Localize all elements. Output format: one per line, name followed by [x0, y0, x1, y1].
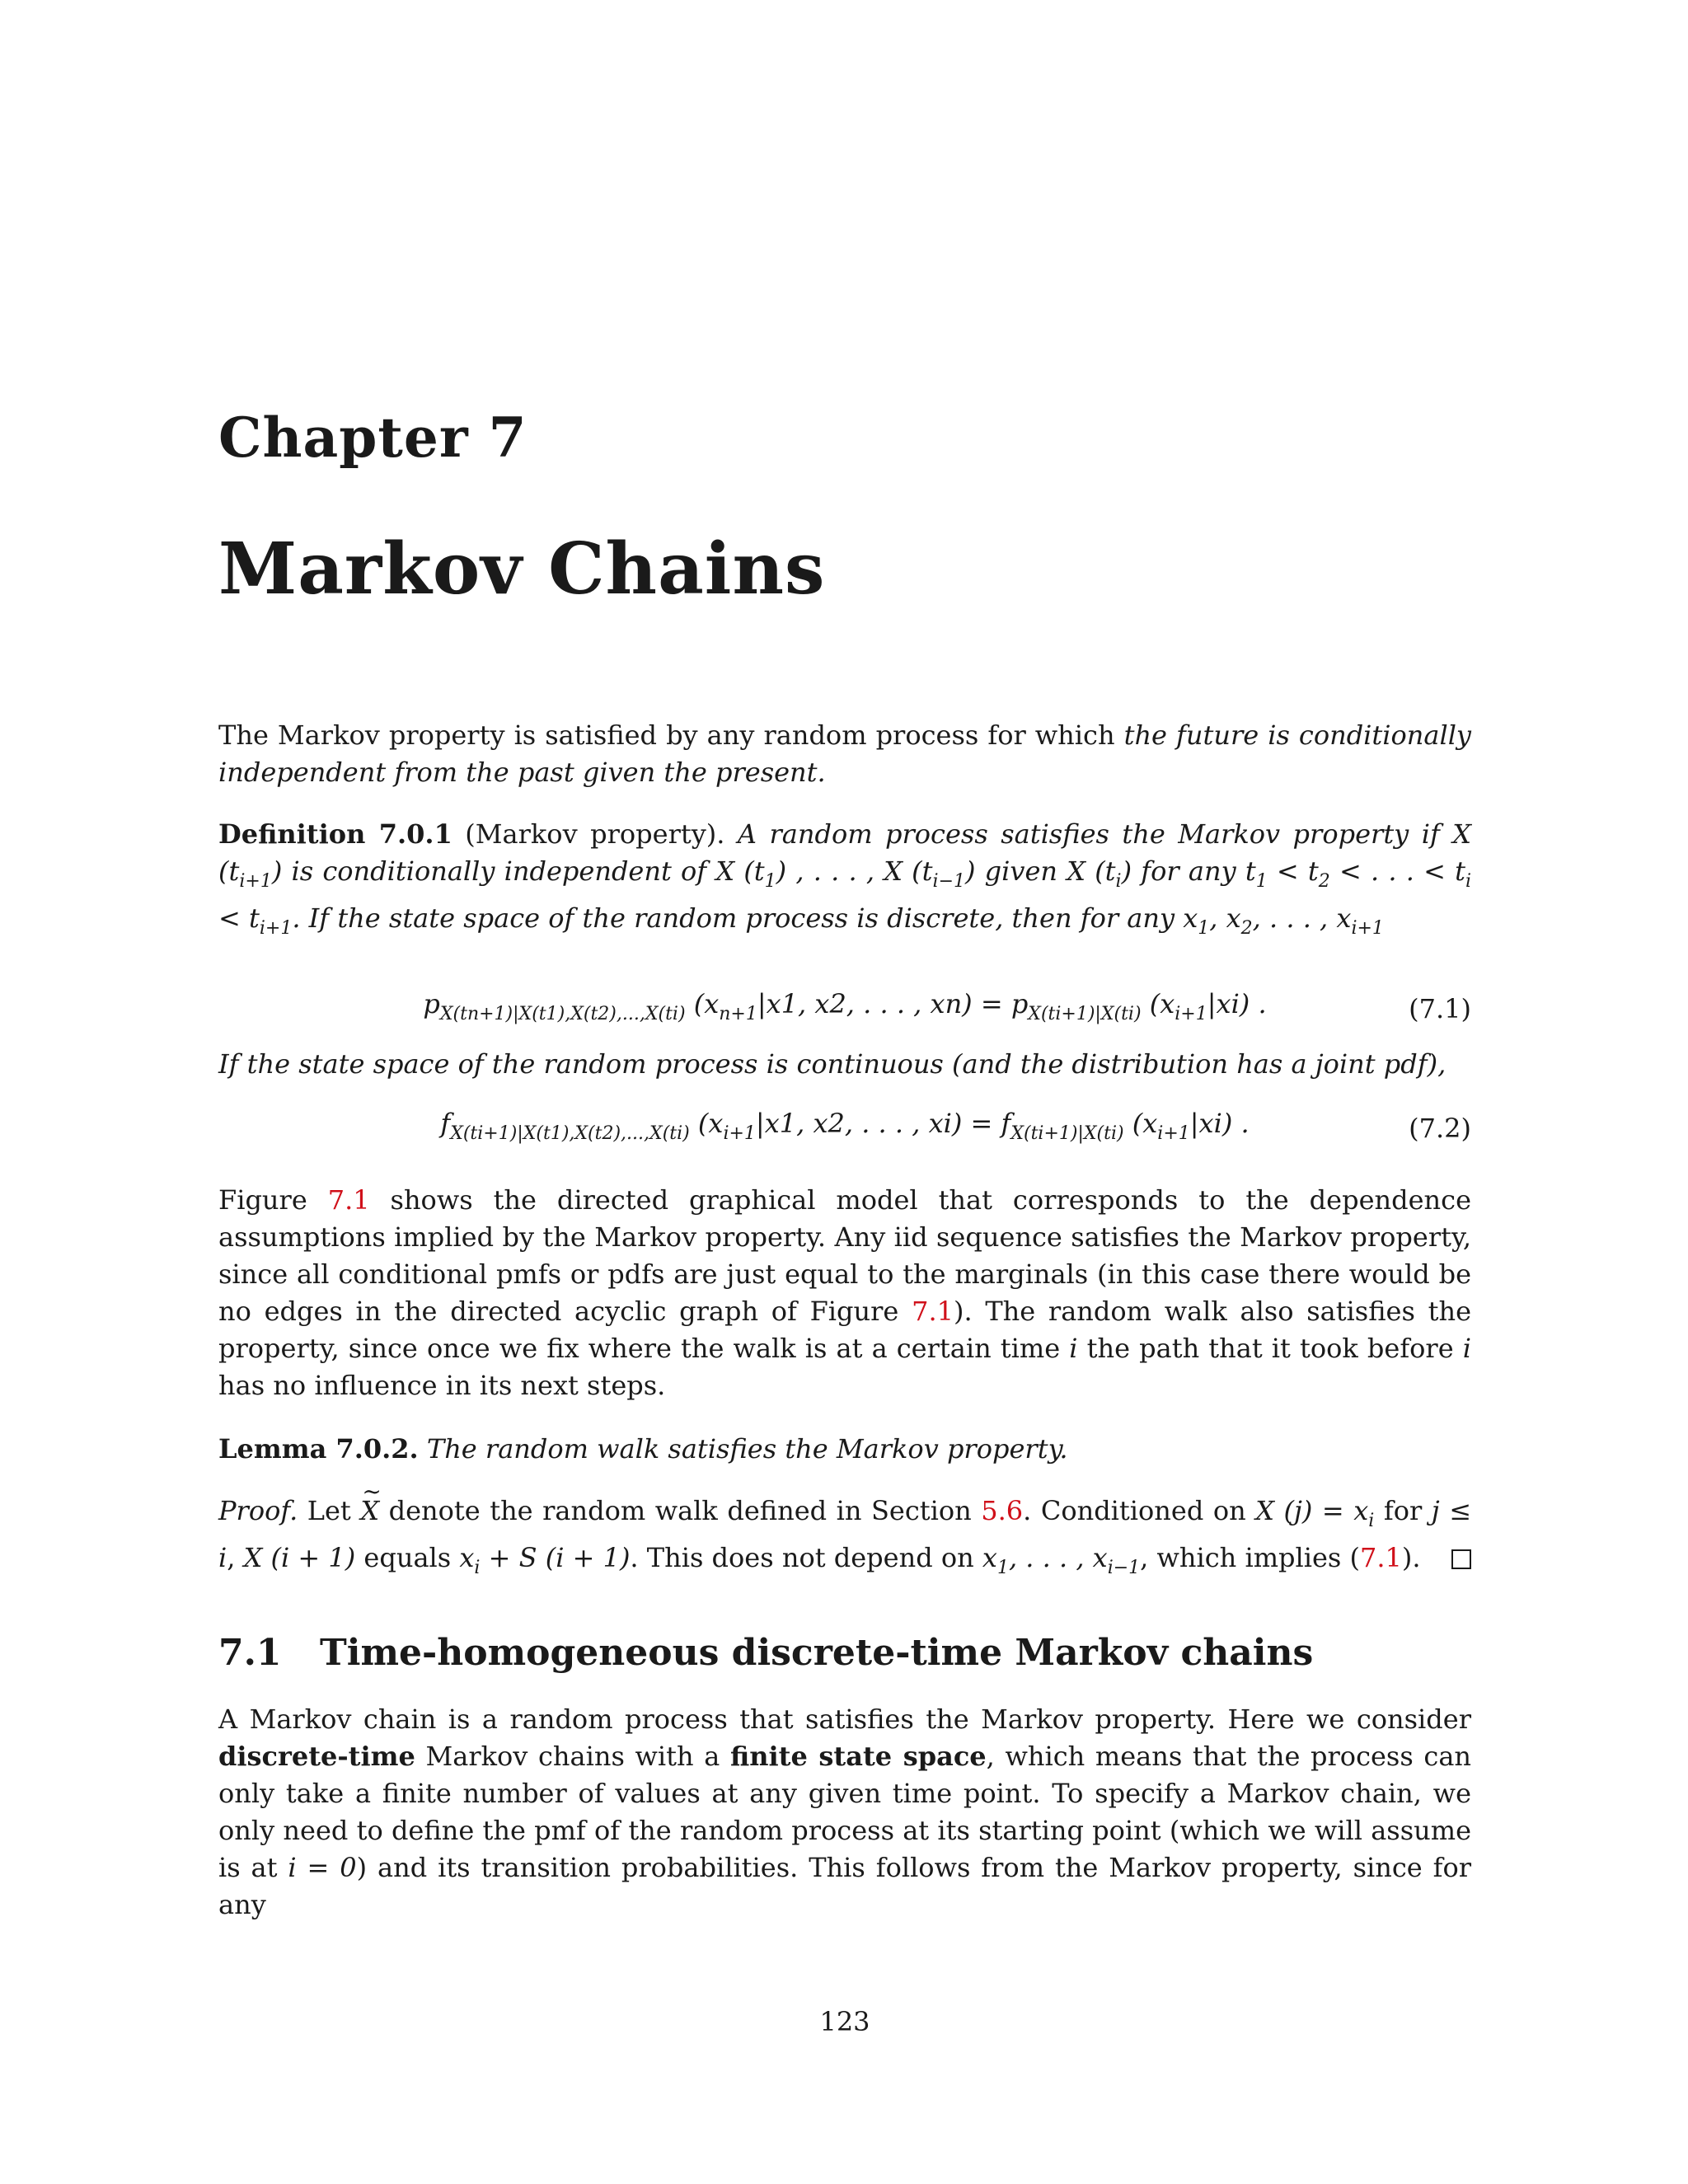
figure-paragraph-part-3: ). The random walk also satisfies the property, since once we fix where the walk is at a certain time — [218, 1296, 1472, 1364]
definition-text-5: ) for any t — [1121, 855, 1256, 887]
eq1-rhs-sub: X(ti+1)|X(ti) — [1028, 1003, 1142, 1024]
eq2-lhs-symbol: f — [440, 1107, 451, 1139]
section-paragraph-part-4: ) and its transition probabilities. This follows from the Markov property, since for any — [218, 1852, 1472, 1920]
eq2-rhs-symbol: f — [1001, 1107, 1011, 1139]
eq1-rhs-symbol: p — [1010, 987, 1029, 1019]
figure-paragraph-italic-2: i — [1462, 1333, 1471, 1364]
section-link-5-6[interactable]: 5.6 — [981, 1495, 1024, 1526]
definition-sub-8: i+1 — [259, 918, 293, 939]
eq2-rhs-args: (x — [1132, 1107, 1158, 1139]
definition-sub-5: 1 — [1255, 871, 1268, 892]
definition-sub-3: i−1 — [932, 871, 965, 892]
page — [218, 0, 1471, 2184]
proof-part-6: equals — [355, 1542, 460, 1573]
section-paragraph-part-1: A Markov chain is a random process that satisfies the Markov property. Here we consider — [218, 1704, 1471, 1735]
proof-block — [218, 1493, 1471, 1586]
definition-sub-9: 1 — [1198, 918, 1210, 939]
definition-sub-1: i+1 — [239, 871, 272, 892]
equation-link-7-1[interactable]: 7.1 — [1360, 1542, 1402, 1573]
lemma-block — [218, 1431, 1471, 1468]
equation-1-content — [423, 986, 1266, 1033]
intro-italic: the future is conditionally independent from the past given the present. — [218, 719, 1471, 788]
eq1-lhs-args-sub: n+1 — [719, 1003, 757, 1024]
definition-sub-4: i — [1115, 871, 1122, 892]
proof-part-9: ). — [1401, 1542, 1421, 1573]
definition-text-1: A random process satisfies the Markov property if X (t — [218, 818, 1472, 887]
figure-paragraph-part-1: Figure — [218, 1184, 328, 1216]
proof-part-5: , — [227, 1542, 244, 1573]
chapter-label: Chapter 7 — [218, 405, 528, 470]
equation-number-7-2: (7.2) — [1409, 1112, 1471, 1144]
proof-part-7: . This does not depend on — [630, 1542, 982, 1573]
equation-7-2 — [218, 1091, 1471, 1165]
proof-vars-sub-2: i−1 — [1107, 1558, 1141, 1578]
figure-paragraph-part-2: shows the directed graphical model that corresponds to the dependence assumptions implied by the Markov property. Any iid sequence satisfies the Markov property, since all conditional pmfs or pdfs are just equal to the marginals (in this case there would be no edges in the directed acyclic graph of Figure — [218, 1184, 1472, 1327]
lemma-label: Lemma 7.0.2. — [218, 1433, 419, 1465]
intro-paragraph — [218, 717, 1471, 791]
figure-paragraph-part-4: the path that it took before — [1077, 1333, 1463, 1364]
eq1-rhs-args: (x — [1149, 987, 1175, 1019]
definition-text-4: ) given X (t — [965, 855, 1116, 887]
eq2-lhs-args-rest: |x1, x2, . . . , xi) = — [755, 1107, 1001, 1139]
chapter-title: Markov Chains — [218, 527, 826, 611]
proof-j-leq-i: j ≤ i — [218, 1495, 1472, 1573]
proof-part-1: Let — [298, 1495, 361, 1526]
proof-x-symbol: ~ X — [360, 1493, 379, 1530]
equation-7-1 — [218, 972, 1471, 1046]
section-title: Time-homogeneous discrete-time Markov chains — [320, 1632, 1314, 1674]
eq2-lhs-args: (x — [697, 1107, 724, 1139]
proof-vars-mid: , . . . , x — [1008, 1542, 1108, 1573]
figure-paragraph-part-5: has no influence in its next steps. — [218, 1370, 666, 1401]
eq1-rhs-args-sub: i+1 — [1175, 1003, 1207, 1024]
proof-part-8: , which implies ( — [1140, 1542, 1360, 1573]
definition-sub-6: 2 — [1318, 871, 1330, 892]
proof-condition: X (j) = x — [1255, 1495, 1369, 1526]
intro-plain: The Markov property is satisfied by any random process for which — [218, 719, 1124, 751]
eq2-rhs-args-rest: |xi) . — [1189, 1107, 1250, 1139]
proof-vars: x — [982, 1542, 997, 1573]
section-number: 7.1 — [218, 1632, 282, 1674]
eq2-lhs-sub: X(ti+1)|X(t1),X(t2),...,X(ti) — [450, 1122, 690, 1144]
definition-name: (Markov property). — [452, 818, 725, 850]
section-paragraph-part-3: , which means that the process can only take a finite number of values at any given time point. To specify a Markov chain, we only need to define the pmf of the random process at its starting point (which we will assume is at — [218, 1741, 1472, 1883]
definition-sub-7: i — [1465, 871, 1472, 892]
page-body — [218, 717, 1471, 1924]
proof-condition-sub: i — [1368, 1511, 1375, 1531]
figure-paragraph — [218, 1182, 1471, 1404]
section-paragraph-part-2: Markov chains with a — [415, 1741, 730, 1772]
proof-x-next: X (i + 1) — [243, 1542, 356, 1573]
definition-text-3: ) , . . . , X (t — [776, 855, 933, 887]
eq1-lhs-symbol: p — [423, 987, 440, 1019]
proof-sum-sub: i — [474, 1558, 481, 1578]
section-paragraph-bold-2: finite state space — [729, 1741, 987, 1772]
definition-text-9: . If the state space of the random process is discrete, then for any x — [292, 902, 1198, 934]
figure-paragraph-italic-1: i — [1069, 1333, 1078, 1364]
page-number: 123 — [819, 2006, 870, 2037]
eq2-rhs-args-sub: i+1 — [1157, 1122, 1190, 1144]
proof-part-3: . Conditioned on — [1023, 1495, 1256, 1526]
definition-text-10: , x — [1209, 902, 1241, 934]
proof-vars-sub-1: 1 — [996, 1558, 1009, 1578]
section-heading — [218, 1632, 1471, 1674]
definition-text-8: < t — [218, 902, 260, 934]
definition-label: Definition 7.0.1 — [218, 818, 452, 850]
equation-number-7-1: (7.1) — [1409, 992, 1471, 1024]
eq1-lhs-args-rest: |x1, x2, . . . , xn) = — [757, 987, 1011, 1019]
section-paragraph — [218, 1701, 1471, 1924]
definition-text-6: < t — [1267, 855, 1319, 887]
eq1-lhs-args: (x — [693, 987, 720, 1019]
definition-sub-11: i+1 — [1351, 918, 1384, 939]
definition-text-2: ) is conditionally independent of X (t — [271, 855, 765, 887]
definition-sub-10: 2 — [1240, 918, 1253, 939]
proof-sum: x — [459, 1542, 475, 1573]
eq1-lhs-sub: X(tn+1)|X(t1),X(t2),...,X(ti) — [439, 1003, 686, 1024]
lemma-text: The random walk satisfies the Markov property. — [418, 1433, 1068, 1465]
section-paragraph-italic-1: i = 0 — [288, 1852, 357, 1883]
proof-label: Proof. — [218, 1495, 298, 1526]
proof-part-4: for — [1374, 1495, 1432, 1526]
figure-link-7-1-second[interactable]: 7.1 — [912, 1296, 954, 1327]
eq2-lhs-args-sub: i+1 — [723, 1122, 756, 1144]
definition-sub-2: 1 — [764, 871, 776, 892]
section-paragraph-bold-1: discrete-time — [218, 1741, 415, 1772]
definition-block — [218, 816, 1471, 947]
figure-link-7-1[interactable]: 7.1 — [327, 1184, 370, 1216]
definition-text-7: < . . . < t — [1329, 855, 1465, 887]
qed-box-icon — [1451, 1549, 1471, 1569]
eq2-rhs-sub: X(ti+1)|X(ti) — [1010, 1122, 1124, 1144]
equation-2-content — [440, 1105, 1249, 1152]
eq1-rhs-args-rest: |xi) . — [1207, 987, 1267, 1019]
proof-sum-rest: + S (i + 1) — [480, 1542, 631, 1573]
proof-part-2: denote the random walk defined in Section — [379, 1495, 982, 1526]
continuous-sentence: If the state space of the random process is continuous (and the distribution has a joint pdf), — [218, 1048, 1447, 1080]
definition-text-11: , . . . , x — [1252, 902, 1352, 934]
